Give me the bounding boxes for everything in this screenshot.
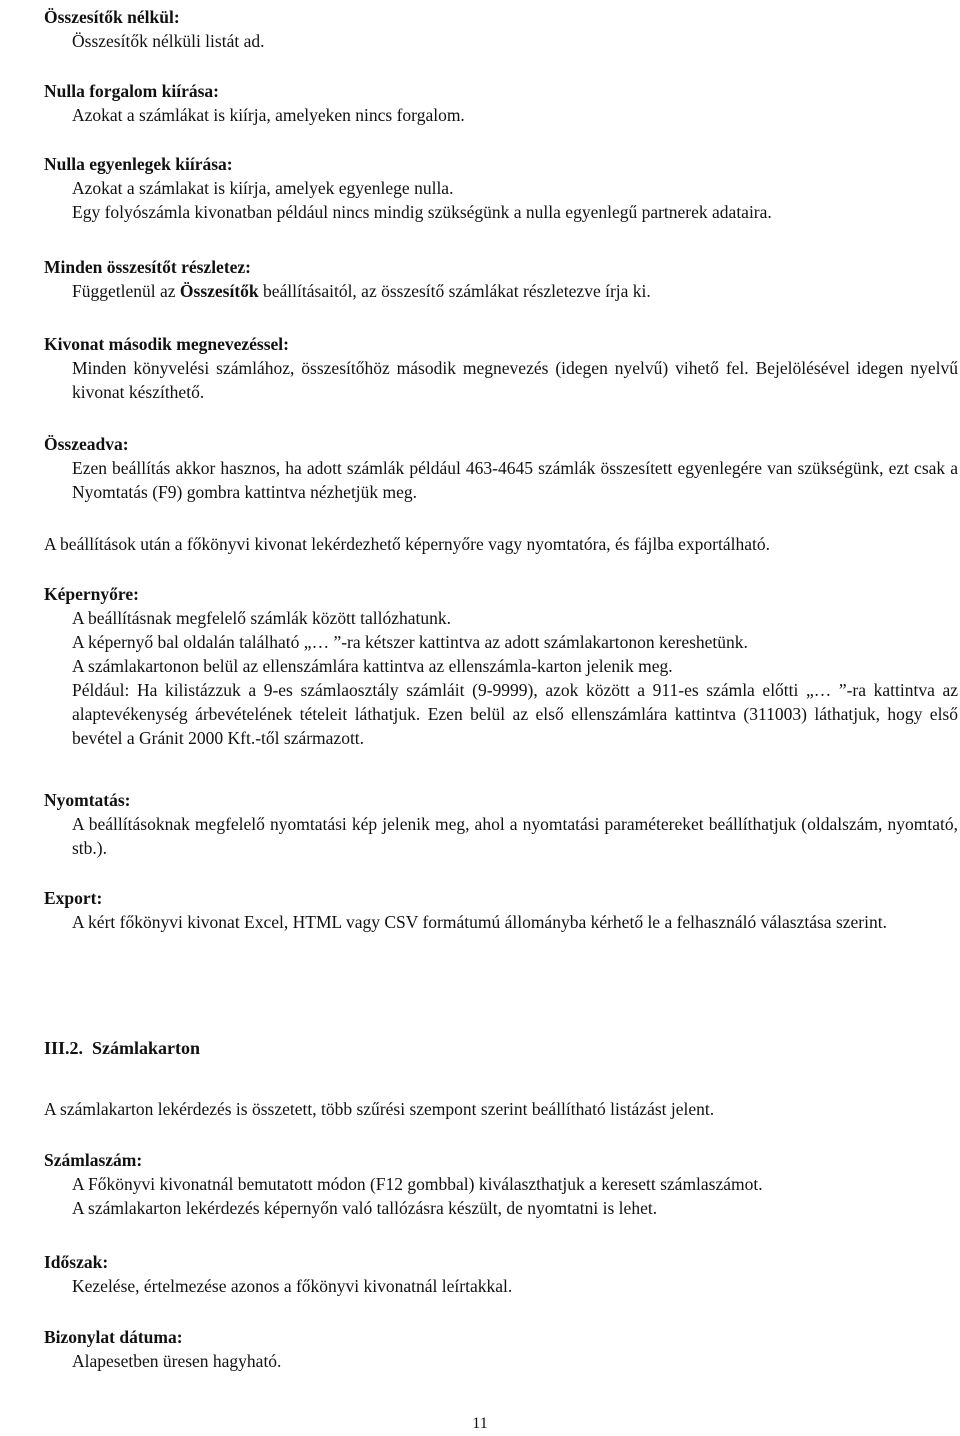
- section-heading: Bizonylat dátuma:: [44, 1327, 183, 1347]
- section-text: Ezen beállítás akkor hasznos, ha adott számlák például 463-4645 számlák összesített egyenlegére van szükségünk, ezt csak a Nyomtatás (F9) gombra kattintva nézhetjük meg.: [72, 458, 958, 502]
- section-osszesitok-nelkul: [44, 5, 958, 53]
- section-heading: Számlaszám:: [44, 1150, 143, 1170]
- section-szamlaszam: [44, 1148, 958, 1220]
- section-text-line: A beállításnak megfelelő számlák között tallózhatunk.: [72, 608, 452, 628]
- section-heading: Összeadva:: [44, 434, 129, 454]
- section-text-line: A Főkönyvi kivonatnál bemutatott módon (F12 gombbal) kiválaszthatjuk a keresett számlaszámot.: [72, 1174, 763, 1194]
- text-part: beállításaitól, az összesítő számlákat részletezve írja ki.: [258, 281, 651, 301]
- section-text-line: A számlakarton lekérdezés képernyőn való tallózásra készült, de nyomtatni is lehet.: [72, 1198, 658, 1218]
- section-text: Alapesetben üresen hagyható.: [72, 1351, 282, 1371]
- section-nulla-egyenlegek: [44, 152, 958, 224]
- section-text: Azokat a számlákat is kiírja, amelyeken nincs forgalom.: [72, 105, 465, 125]
- section-text-para: Például: Ha kilistázzuk a 9-es számlaosztály számláit (9-9999), azok között a 911-es számla előtti „… ”-ra kattintva az alaptevékenység árbevételének tételeit láthatjuk. Ezen belül az első ellenszámlára kattintva (311003) láthatjuk, hogy első bevétel a Gránit 2000 Kft.-től származott.: [72, 680, 958, 748]
- section-text: Kezelése, értelmezése azonos a főkönyvi kivonatnál leírtakkal.: [72, 1276, 513, 1296]
- paragraph: A beállítások után a főkönyvi kivonat lekérdezhető képernyőre vagy nyomtatóra, és fájlba exportálható.: [44, 534, 771, 554]
- section-text: A beállításoknak megfelelő nyomtatási kép jelenik meg, ahol a nyomtatási paramétereket beállíthatjuk (oldalszám, nyomtató, stb.).: [72, 814, 958, 858]
- section-kivonat-masodik: [44, 332, 958, 404]
- section-idoszak: [44, 1250, 958, 1298]
- section-text-line: A képernyő bal oldalán található „… ”-ra kétszer kattintva az adott számlakartonon kereshetünk.: [72, 632, 748, 652]
- section-heading: Minden összesítőt részletez:: [44, 257, 252, 277]
- section-heading: Kivonat második megnevezéssel:: [44, 334, 289, 354]
- section-minden-osszesitot: [44, 255, 958, 303]
- section-osszeadva: [44, 432, 958, 504]
- section-bizonylat-datuma: [44, 1325, 958, 1373]
- section-szamlakarton-intro: [44, 1097, 958, 1121]
- section-text-line: A számlakartonon belül az ellenszámlára kattintva az ellenszámla-karton jelenik meg.: [72, 656, 673, 676]
- section-heading: Összesítők nélkül:: [44, 7, 180, 27]
- section-heading: Képernyőre:: [44, 584, 139, 604]
- section-text: A kért főkönyvi kivonat Excel, HTML vagy CSV formátumú állományba kérhető le a felhasználó választása szerint.: [72, 912, 887, 932]
- section-heading: Nulla forgalom kiírása:: [44, 81, 219, 101]
- section-text: Minden könyvelési számlához, összesítőhöz második megnevezés (idegen nyelvű) vihető fel. Bejelölésével idegen nyelvű kivonat készíthető.: [72, 358, 958, 402]
- chapter-szamlakarton: [44, 1036, 958, 1060]
- section-heading: Export:: [44, 888, 103, 908]
- section-beallitasok-utan: [44, 532, 958, 556]
- paragraph: A számlakarton lekérdezés is összetett, több szűrési szempont szerint beállítható listázást jelent.: [44, 1099, 715, 1119]
- section-text-line: Azokat a számlakat is kiírja, amelyek egyenlege nulla.: [72, 178, 454, 198]
- section-heading: Időszak:: [44, 1252, 109, 1272]
- section-heading: Nulla egyenlegek kiírása:: [44, 154, 233, 174]
- section-nyomtatas: [44, 788, 958, 860]
- section-heading: Nyomtatás:: [44, 790, 131, 810]
- section-text: Összesítők nélküli listát ad.: [72, 31, 265, 51]
- section-text-line: Egy folyószámla kivonatban például nincs mindig szükségünk a nulla egyenlegű partnerek adataira.: [72, 202, 772, 222]
- section-text: [72, 279, 958, 303]
- section-export: [44, 886, 958, 934]
- text-bold-part: Összesítők: [179, 281, 259, 301]
- chapter-heading: III.2. Számlakarton: [44, 1038, 201, 1058]
- page-number: 11: [472, 1415, 488, 1432]
- section-kepernyore: [44, 582, 958, 750]
- text-part: Függetlenül az: [72, 281, 180, 301]
- section-nulla-forgalom: [44, 79, 958, 127]
